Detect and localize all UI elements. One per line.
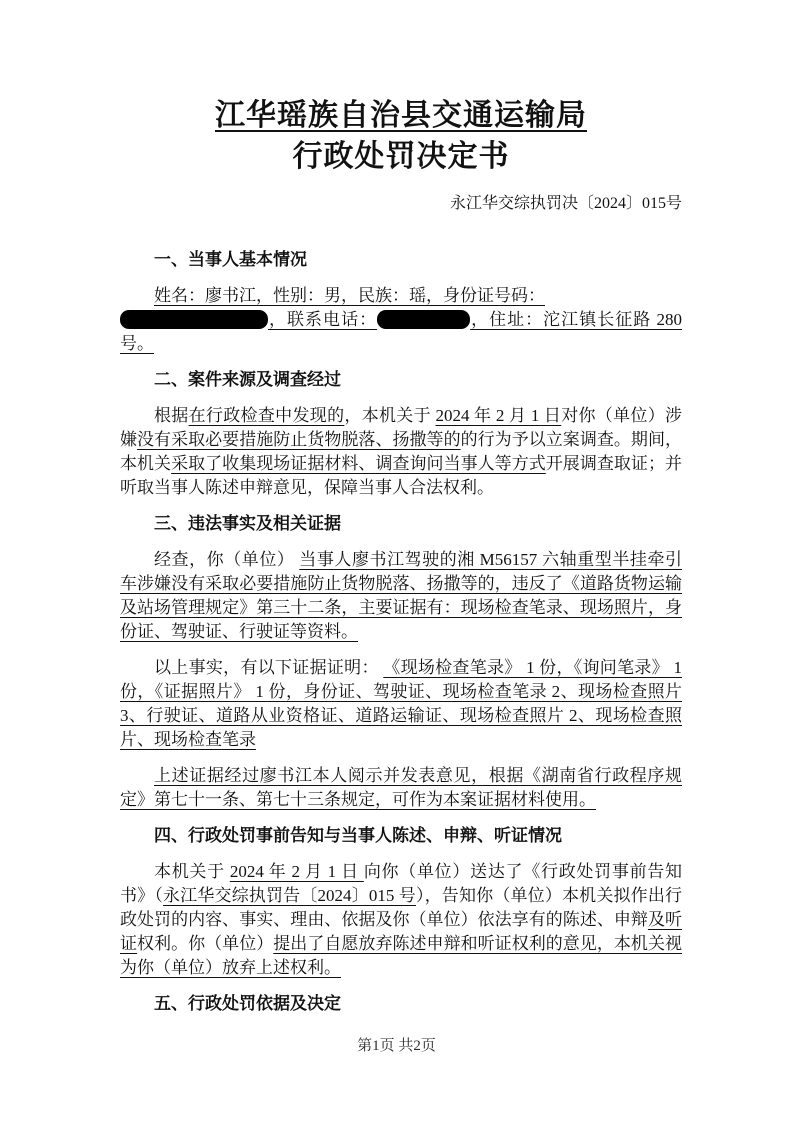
section-2-heading: 二、案件来源及调查经过 — [154, 370, 341, 389]
text-segment: 及听证 — [120, 910, 682, 953]
text-segment: 当事人廖书江驾驶的湘 M56157 六轴重型半挂牵引车涉嫌没有采取必要措施防止货物脱落、扬撒等的，违反了《道路货物运输及站场管理规定》第三十二条，主要证据有：现场检查笔录、现场照片，身份证、驾驶证、行驶证等资料。 — [120, 550, 682, 641]
text-segment: 姓名：廖书江，性别：男，民族：瑶，身份证号码： — [154, 286, 545, 305]
text-segment: 《现场检查笔录》 1 份，《询问笔录》 1 份，《证据照片》 1 份，身份证、驾驶证、现场检查笔录 2、现场检查照片 3、行驶证、道路从业资格证、道路运输证、现场检查照片 2、现场检查照片、现场检查笔录 — [120, 658, 683, 749]
section-3-heading: 三、违法事实及相关证据 — [154, 514, 341, 533]
case-source-paragraph — [120, 404, 682, 500]
document-number: 永江华交综执罚决〔2024〕015号 — [449, 195, 682, 212]
text-segment: 以上事实，有以下证据证明： — [154, 658, 384, 677]
text-segment: 的行为予以立案调查。期间，本机关 — [120, 430, 682, 473]
party-info-paragraph — [120, 284, 682, 356]
prior-notice-paragraph — [120, 860, 682, 980]
text-segment: 向你（单位）送达了《行政处罚事前告知书》（ — [120, 862, 683, 905]
text-segment: 开展调查取证；并听取当事人陈述申辩意见，保障当事人合法权利。 — [120, 454, 682, 497]
text-segment: 上述证据经过廖书江本人阅示并发表意见，根据《湖南省行政程序规定》第七十一条、第七十三条规定，可作为本案证据材料使用。 — [120, 766, 682, 809]
section-5-heading: 五、行政处罚依据及决定 — [154, 994, 341, 1013]
text-segment: 对你（单位）涉嫌 — [120, 406, 683, 449]
text-segment: 本机关于 — [154, 862, 230, 881]
text-segment: ，本机关于 — [344, 406, 436, 425]
text-segment: ，住址：沱江镇长征路 280 号。 — [120, 310, 683, 353]
text-segment: 2024 年 2 月 1 日 — [229, 862, 364, 881]
text-segment: 经查，你（单位） — [154, 550, 300, 569]
text-segment: 没有采取必要措施防止货物脱落、扬撒等的 — [137, 430, 461, 449]
redacted-text — [120, 310, 268, 329]
document-content — [0, 96, 793, 1016]
document-title-line2: 行政处罚决定书 — [292, 140, 510, 173]
text-segment: 采取了收集现场证据材料、调查询问当事人等方式 — [171, 454, 546, 473]
section-1-heading: 一、当事人基本情况 — [154, 250, 307, 269]
text-segment: ），告知你（单位）本机关拟作出行政处罚的内容、事实、理由、依据及你（单位）依法享有的陈述、申辩 — [120, 886, 683, 929]
page-footer: 第1页 共2页 — [357, 1038, 436, 1054]
text-segment: 永江华交综执罚告〔2024〕015 号 — [163, 886, 416, 905]
evidence-list-paragraph — [120, 656, 682, 752]
text-segment: 提出了自愿放弃陈述申辩和听证权利的意见，本机关视为你（单位）放弃上述权利。 — [120, 934, 682, 977]
evidence-review-paragraph — [120, 764, 682, 812]
section-4-heading: 四、行政处罚事前告知与当事人陈述、申辩、听证情况 — [154, 826, 562, 845]
redacted-text — [377, 310, 470, 329]
violation-facts-paragraph — [120, 548, 682, 644]
text-segment: 根据 — [154, 406, 189, 425]
text-segment: 在行政检查中发现的 — [188, 406, 345, 425]
text-segment: 2024 年 2 月 1 日 — [435, 406, 562, 425]
text-segment: 权利。你（单位） — [137, 934, 274, 953]
text-segment: ，联系电话： — [268, 310, 378, 329]
document-title-line1: 江华瑶族自治县交通运输局 — [215, 99, 587, 132]
